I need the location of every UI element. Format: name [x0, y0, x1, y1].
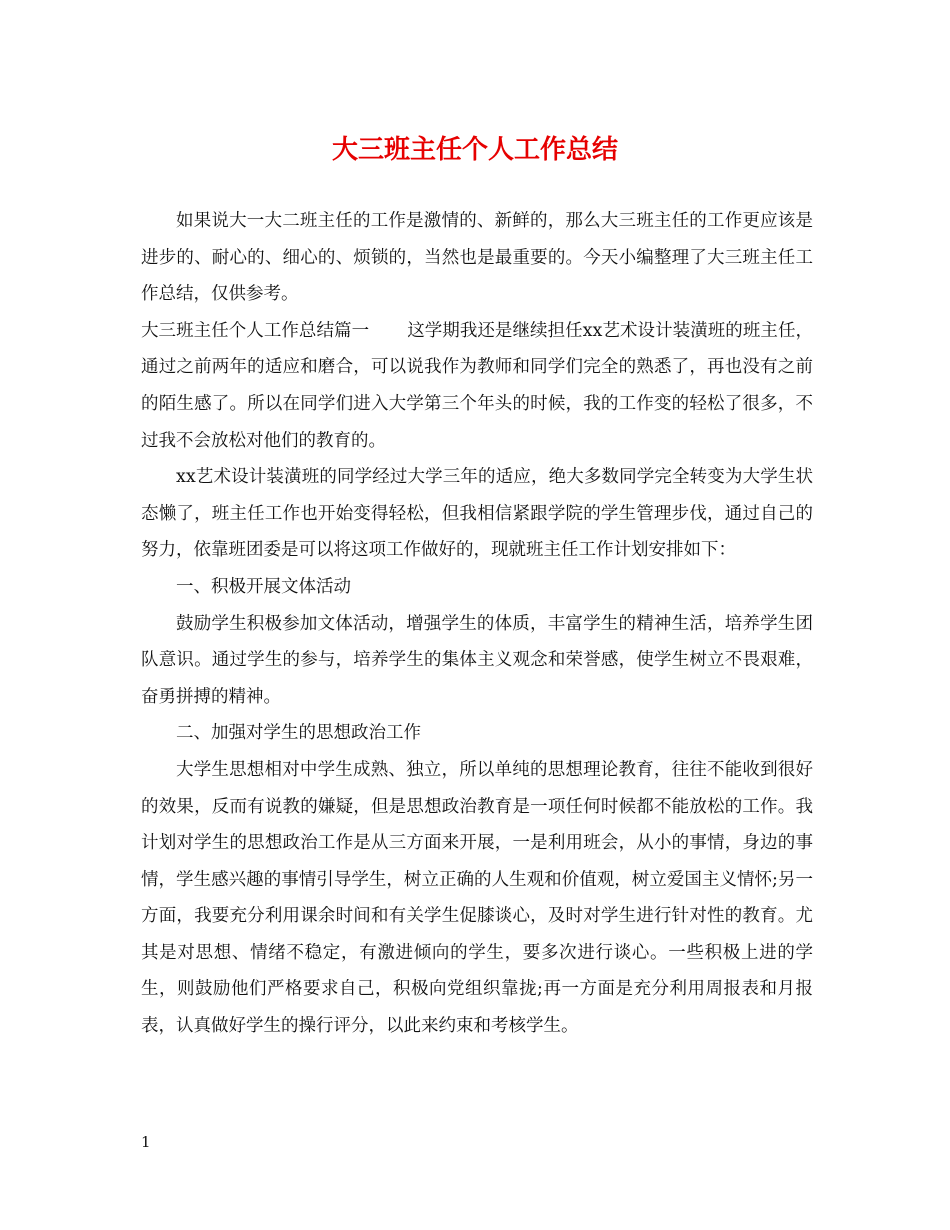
section-paragraph	[141, 313, 813, 459]
intro-paragraph: 如果说大一大二班主任的工作是激情的、新鲜的，那么大三班主任的工作更应该是进步的、耐心的、细心的、烦锁的，当然也是最重要的。今天小编整理了大三班主任工作总结，仅供参考。	[141, 211, 813, 305]
section-text: 这学期我还是继续担任xx艺术设计装潢班的班主任，通过之前两年的适应和磨合，可以说我作为教师和同学们完全的熟悉了，再也没有之前的陌生感了。所以在同学们进入大学第三个年头的时候，我的工作变的轻松了很多，不过我不会放松对他们的教育的。	[141, 320, 813, 451]
document-title: 大三班主任个人工作总结	[331, 135, 618, 165]
document-body	[141, 203, 813, 1045]
subheading-activities: 一、积极开展文体活动	[176, 576, 351, 597]
section-heading: 大三班主任个人工作总结篇一	[141, 320, 370, 341]
subheading-political-work: 二、加强对学生的思想政治工作	[176, 723, 421, 744]
body-paragraph: xx艺术设计装潢班的同学经过大学三年的适应，绝大多数同学完全转变为大学生状态懒了，班主任工作也开始变得轻松，但我相信紧跟学院的学生管理步伐，通过自己的努力，依靠班团委是可以将这项工作做好的，现就班主任工作计划安排如下：	[141, 467, 813, 561]
page-number: 1	[141, 1133, 151, 1151]
body-paragraph: 大学生思想相对中学生成熟、独立，所以单纯的思想理论教育，往往不能收到很好的效果，反而有说教的嫌疑，但是思想政治教育是一项任何时候都不能放松的工作。我计划对学生的思想政治工作是从三方面来开展，一是利用班会，从小的事情，身边的事情，学生感兴趣的事情引导学生，树立正确的人生观和价值观，树立爱国主义情怀;另一方面，我要充分利用课余时间和有关学生促膝谈心，及时对学生进行针对性的教育。尤其是对思想、情绪不稳定，有激进倾向的学生，要多次进行谈心。一些积极上进的学生，则鼓励他们严格要求自己，积极向党组织靠拢;再一方面是充分利用周报表和月报表，认真做好学生的操行评分，以此来约束和考核学生。	[141, 759, 813, 1037]
body-paragraph: 鼓励学生积极参加文体活动，增强学生的体质，丰富学生的精神生活，培养学生团队意识。通过学生的参与，培养学生的集体主义观念和荣誉感，使学生树立不畏艰难，奋勇拼搏的精神。	[141, 613, 813, 707]
